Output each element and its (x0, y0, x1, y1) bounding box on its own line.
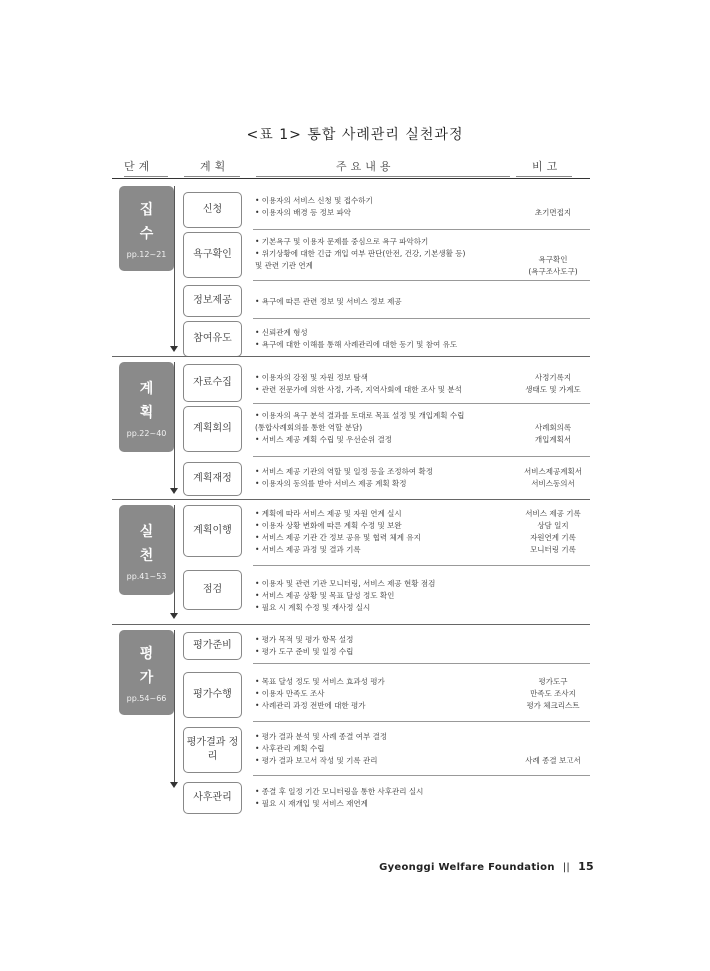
step-note (516, 755, 590, 767)
step-note (516, 207, 590, 219)
step-items (255, 327, 513, 351)
list-item: • 이용자의 강점 및 자원 정보 탐색 (255, 373, 368, 382)
list-item: • 이용자 및 관련 기관 모니터링, 서비스 제공 현황 점검 (255, 579, 436, 588)
row-divider (253, 721, 590, 722)
step-note (516, 466, 590, 490)
step-box: 신청 (183, 192, 242, 228)
step-box: 욕구확인 (183, 232, 242, 278)
stage-divider (112, 499, 590, 500)
flow-line (174, 186, 175, 346)
arrow-down-icon (170, 346, 178, 352)
header-note: 비고 (532, 160, 562, 173)
note-item: 자원연계 기록 (530, 533, 576, 542)
list-item: • 사후관리 계획 수립 (255, 744, 325, 753)
list-item: • 관련 전문가에 의한 사정, 가족, 지역사회에 대한 조사 및 분석 (255, 385, 462, 394)
step-box: 자료수집 (183, 364, 242, 402)
header-plan: 계획 (200, 160, 230, 173)
step-note (516, 676, 590, 712)
header-content: 주요내용 (336, 160, 395, 173)
flow-line (174, 362, 175, 488)
step-note (516, 372, 590, 396)
step-note (516, 508, 590, 556)
list-item: • 서비스 제공 기관 간 정보 공유 및 협력 체계 유지 (255, 533, 421, 542)
header-underline (516, 176, 572, 177)
note-item: 개입계획서 (534, 435, 572, 444)
row-divider (253, 318, 590, 319)
note-item: 초기면접지 (534, 208, 572, 217)
list-item: • 종결 후 일정 기간 모니터링을 통한 사후관리 실시 (255, 787, 424, 796)
flow-line (174, 630, 175, 782)
stage-pages: pp.22~40 (126, 428, 167, 438)
note-item: 평가 체크리스트 (526, 701, 580, 710)
step-items (255, 236, 513, 272)
stage-name: 획 (139, 404, 154, 421)
header-underline (124, 176, 168, 177)
list-item: • 서비스 제공 계획 수립 및 우선순위 결정 (255, 435, 393, 444)
header-rule (112, 178, 590, 179)
stage-divider (112, 356, 590, 357)
stage-name: 집 (139, 202, 154, 218)
step-items (255, 508, 513, 556)
step-box: 계획재정 (183, 462, 242, 496)
list-item: • 이용자 상황 변화에 따른 계획 수정 및 보완 (255, 521, 402, 530)
table-title: <표 1> 통합 사례관리 실천과정 (246, 127, 464, 143)
flow-line (174, 505, 175, 613)
stage-pages: pp.54~66 (126, 694, 167, 703)
note-item: 상담 일지 (537, 521, 569, 530)
stage-divider (112, 624, 590, 625)
step-items (255, 731, 513, 767)
list-item: • 욕구에 대한 이해를 통해 사례관리에 대한 동기 및 참여 유도 (255, 340, 458, 349)
list-item: • 사례관리 과정 전반에 대한 평가 (255, 701, 366, 710)
step-items (255, 676, 513, 712)
list-item: • 평가 목적 및 평가 항목 설정 (255, 635, 354, 644)
step-box: 평가수행 (183, 672, 242, 718)
step-items (255, 410, 513, 446)
list-item: • 이용자의 욕구 분석 결과를 토대로 목표 설정 및 개입계획 수립 (255, 411, 465, 420)
list-item: • 필요 시 재개입 및 서비스 재연계 (255, 799, 368, 808)
list-item: • 평가 도구 준비 및 일정 수립 (255, 647, 354, 656)
footer-org: Gyeonggi Welfare Foundation (379, 862, 555, 873)
list-item: • 이용자의 서비스 신청 및 접수하기 (255, 196, 373, 205)
page-footer (379, 860, 594, 873)
note-item: 평가도구 (538, 677, 568, 686)
list-item: (통합사례회의를 통한 역할 분담) (255, 423, 363, 432)
note-item: 만족도 조사지 (530, 689, 576, 698)
stage-pages: pp.12~21 (126, 250, 167, 259)
step-box: 점검 (183, 570, 242, 610)
note-item: 욕구확인 (538, 255, 568, 264)
note-item: 사례 종결 보고서 (525, 756, 581, 765)
note-item: 생태도 및 가계도 (525, 385, 581, 394)
stage-name: 수 (139, 226, 154, 242)
note-item: (욕구조사도구) (528, 267, 578, 276)
list-item: • 필요 시 계획 수정 및 재사정 실시 (255, 603, 371, 612)
row-divider (253, 280, 590, 281)
note-item: 사정기록지 (534, 373, 572, 382)
step-box: 평가결과 정리 (183, 727, 242, 773)
step-box: 계획회의 (183, 406, 242, 452)
list-item: • 위기상황에 대한 긴급 개입 여부 판단(안전, 건강, 기본생활 등) (255, 249, 466, 258)
list-item: • 서비스 제공 과정 및 결과 기록 (255, 545, 361, 554)
stage-evaluation (119, 630, 174, 715)
step-box: 평가준비 (183, 632, 242, 660)
list-item: • 신뢰관계 형성 (255, 328, 308, 337)
step-items (255, 634, 513, 658)
stage-intake (119, 186, 174, 271)
footer-separator: || (562, 862, 571, 873)
step-items (255, 195, 513, 219)
header-stage: 단계 (124, 160, 154, 173)
list-item: • 이용자의 동의를 받아 서비스 제공 계획 확정 (255, 479, 407, 488)
list-item: 및 관련 기관 연계 (255, 261, 313, 270)
list-item: • 이용자의 배경 등 정보 파악 (255, 208, 352, 217)
header-underline (184, 176, 240, 177)
stage-name: 실 (139, 523, 154, 540)
step-items (255, 578, 513, 614)
list-item: • 이용자 만족도 조사 (255, 689, 325, 698)
step-note (516, 254, 590, 278)
row-divider (253, 456, 590, 457)
step-box: 정보제공 (183, 285, 242, 317)
page-number: 15 (578, 860, 594, 873)
note-item: 서비스제공계획서 (524, 467, 582, 476)
stage-planning (119, 362, 174, 452)
stage-name: 평 (139, 646, 154, 662)
row-divider (253, 229, 590, 230)
list-item: • 기본욕구 및 이용자 문제를 중심으로 욕구 파악하기 (255, 237, 429, 246)
step-note (516, 422, 590, 446)
stage-name: 천 (139, 547, 154, 564)
arrow-down-icon (170, 782, 178, 788)
row-divider (253, 663, 590, 664)
step-box: 계획이행 (183, 505, 242, 557)
stage-name: 계 (139, 380, 154, 397)
row-divider (253, 565, 590, 566)
list-item: • 욕구에 따른 관련 정보 및 서비스 정보 제공 (255, 297, 402, 306)
step-box: 참여유도 (183, 321, 242, 357)
note-item: 서비스 제공 기록 (525, 509, 581, 518)
header-underline (256, 176, 510, 177)
note-item: 사례회의록 (534, 423, 572, 432)
arrow-down-icon (170, 613, 178, 619)
list-item: • 서비스 제공 기관의 역할 및 일정 등을 조정하여 확정 (255, 467, 434, 476)
step-items (255, 296, 513, 308)
step-items (255, 466, 513, 490)
step-items (255, 786, 513, 810)
step-items (255, 372, 513, 396)
note-item: 모니터링 기록 (530, 545, 576, 554)
list-item: • 평가 결과 분석 및 사례 종결 여부 결정 (255, 732, 388, 741)
stage-pages: pp.41~53 (126, 571, 167, 581)
list-item: • 계획에 따라 서비스 제공 및 자원 연계 실시 (255, 509, 402, 518)
row-divider (253, 775, 590, 776)
row-divider (253, 403, 590, 404)
stage-implementation (119, 505, 174, 595)
arrow-down-icon (170, 488, 178, 494)
list-item: • 평가 결과 보고서 작성 및 기록 관리 (255, 756, 378, 765)
step-box: 사후관리 (183, 782, 242, 814)
stage-name: 가 (139, 670, 154, 686)
list-item: • 서비스 제공 상황 및 목표 달성 정도 확인 (255, 591, 395, 600)
note-item: 서비스동의서 (531, 479, 575, 488)
list-item: • 목표 달성 정도 및 서비스 효과성 평가 (255, 677, 385, 686)
